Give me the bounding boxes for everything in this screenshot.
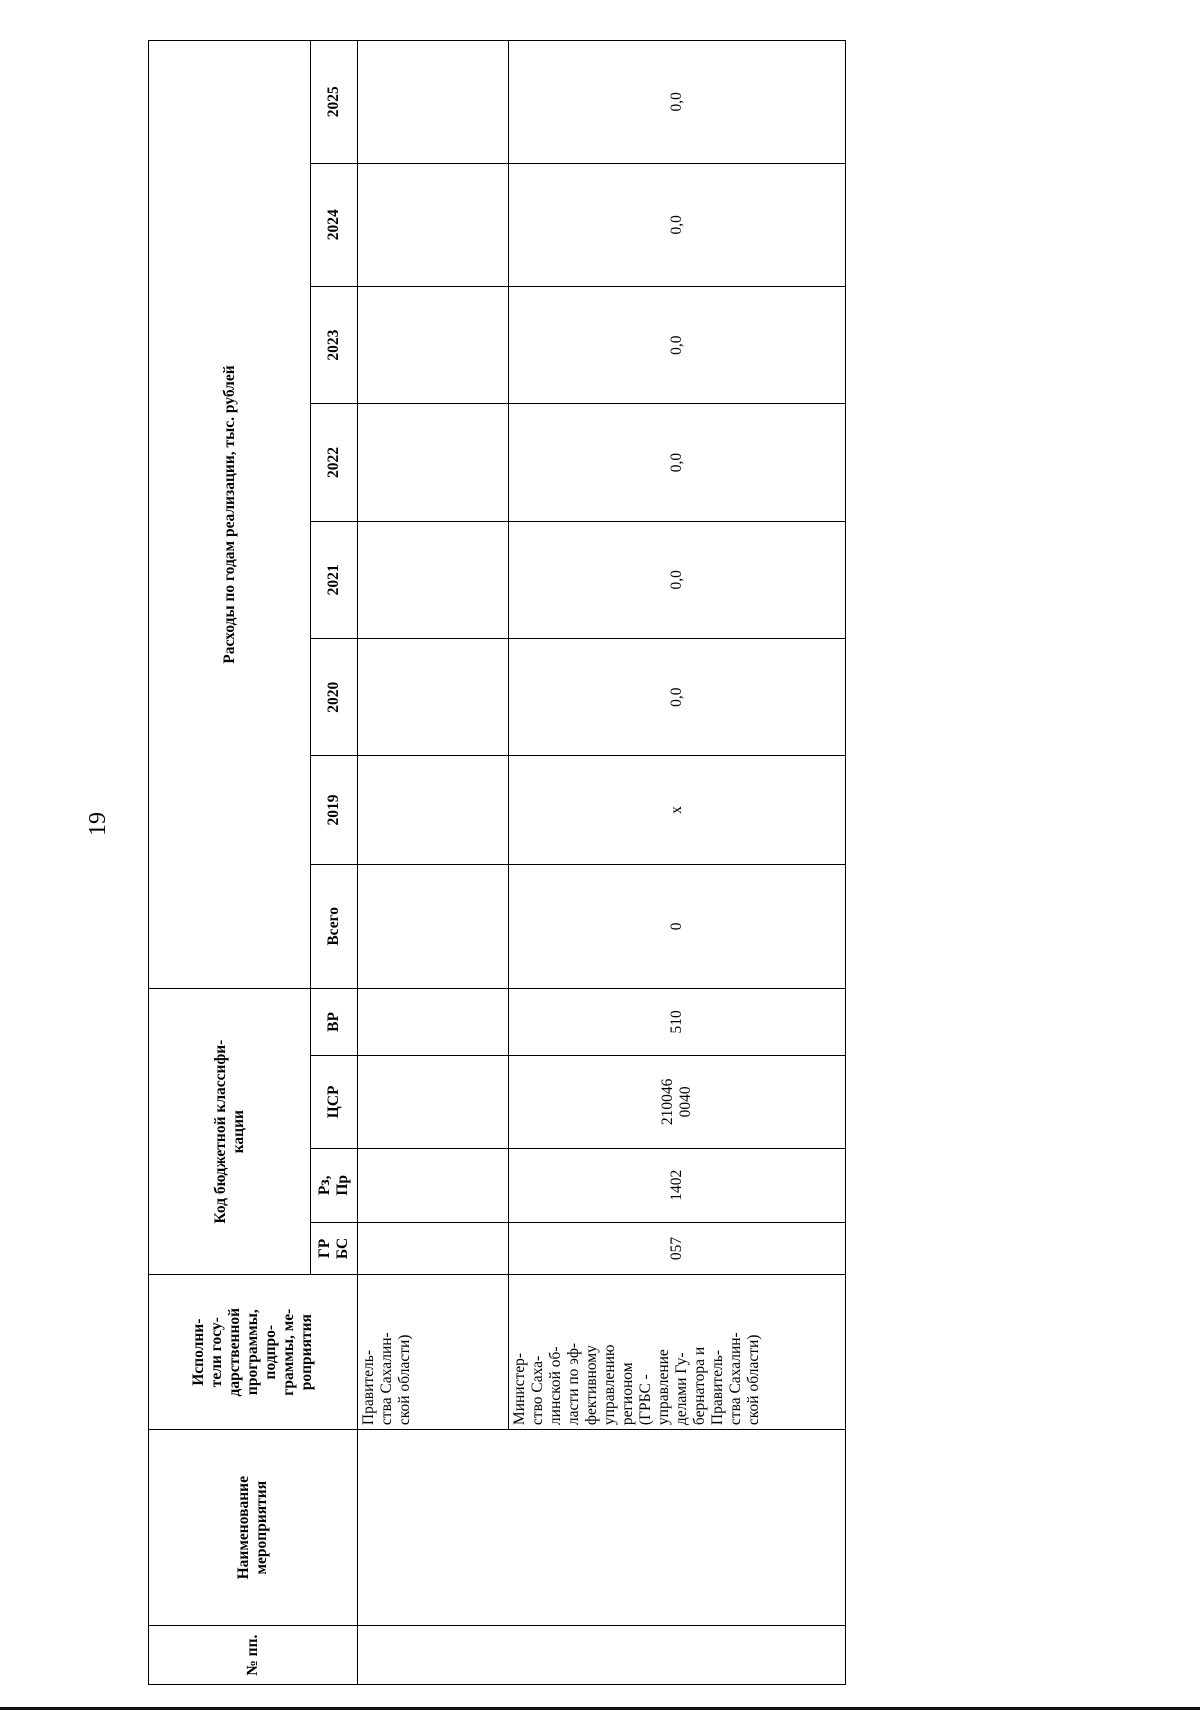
row-2024 [358, 163, 509, 286]
row-grbs [358, 1222, 509, 1275]
budget-table-sheet [148, 40, 845, 1685]
header-total: Всего [311, 864, 358, 988]
row-2022 [358, 404, 509, 521]
header-year-2021: 2021 [311, 521, 358, 638]
row-2025: 0,0 [509, 41, 846, 164]
row-2023: 0,0 [509, 287, 846, 404]
header-row-1 [149, 41, 311, 1685]
row-grbs: 057 [509, 1222, 846, 1275]
row-vr [358, 989, 509, 1056]
row-2025 [358, 41, 509, 164]
row-2021: 0,0 [509, 521, 846, 638]
header-year-2019: 2019 [311, 756, 358, 864]
header-expenses: Расходы по годам реализации, тыс. рублей [149, 41, 311, 989]
header-grbs: ГР БС [311, 1222, 358, 1275]
header-name: Наименование мероприятия [149, 1430, 358, 1626]
table-row [358, 41, 509, 1685]
bottom-rule [0, 1707, 1200, 1710]
header-num: № пп. [149, 1626, 358, 1685]
header-csr: ЦСР [311, 1055, 358, 1148]
row-rz-pr [358, 1148, 509, 1222]
header-budget-code: Код бюджетной классифи- кации [149, 989, 311, 1275]
header-year-2022: 2022 [311, 404, 358, 521]
row-total [358, 864, 509, 988]
row-executor: Министер- ство Саха- линской об- ласти по эф- фективному управлению регионом (ГРБС - управление делами Гу- бернатора и Правитель- ства Сахалин- ской области) [509, 1275, 846, 1430]
row-vr: 510 [509, 989, 846, 1056]
row-2023 [358, 287, 509, 404]
row-num [358, 1626, 846, 1685]
row-2019: х [509, 756, 846, 864]
header-year-2020: 2020 [311, 639, 358, 756]
row-2024: 0,0 [509, 163, 846, 286]
header-year-2024: 2024 [311, 163, 358, 286]
row-2020 [358, 639, 509, 756]
header-executors: Исполни- тели госу- дарственной программы, подпро- граммы, ме- роприятия [149, 1275, 358, 1430]
header-rz-pr: Рз, Пр [311, 1148, 358, 1222]
header-year-2025: 2025 [311, 41, 358, 164]
page-number: 19 [85, 812, 111, 836]
row-2022: 0,0 [509, 404, 846, 521]
row-name [358, 1430, 846, 1626]
header-year-2023: 2023 [311, 287, 358, 404]
row-2019 [358, 756, 509, 864]
row-2021 [358, 521, 509, 638]
budget-table [148, 40, 846, 1685]
row-csr: 210046 0040 [509, 1055, 846, 1148]
row-2020: 0,0 [509, 639, 846, 756]
header-vr: ВР [311, 989, 358, 1056]
row-csr [358, 1055, 509, 1148]
row-executor: Правитель- ства Сахалин- ской области) [358, 1275, 509, 1430]
row-total: 0 [509, 864, 846, 988]
row-rz-pr: 1402 [509, 1148, 846, 1222]
